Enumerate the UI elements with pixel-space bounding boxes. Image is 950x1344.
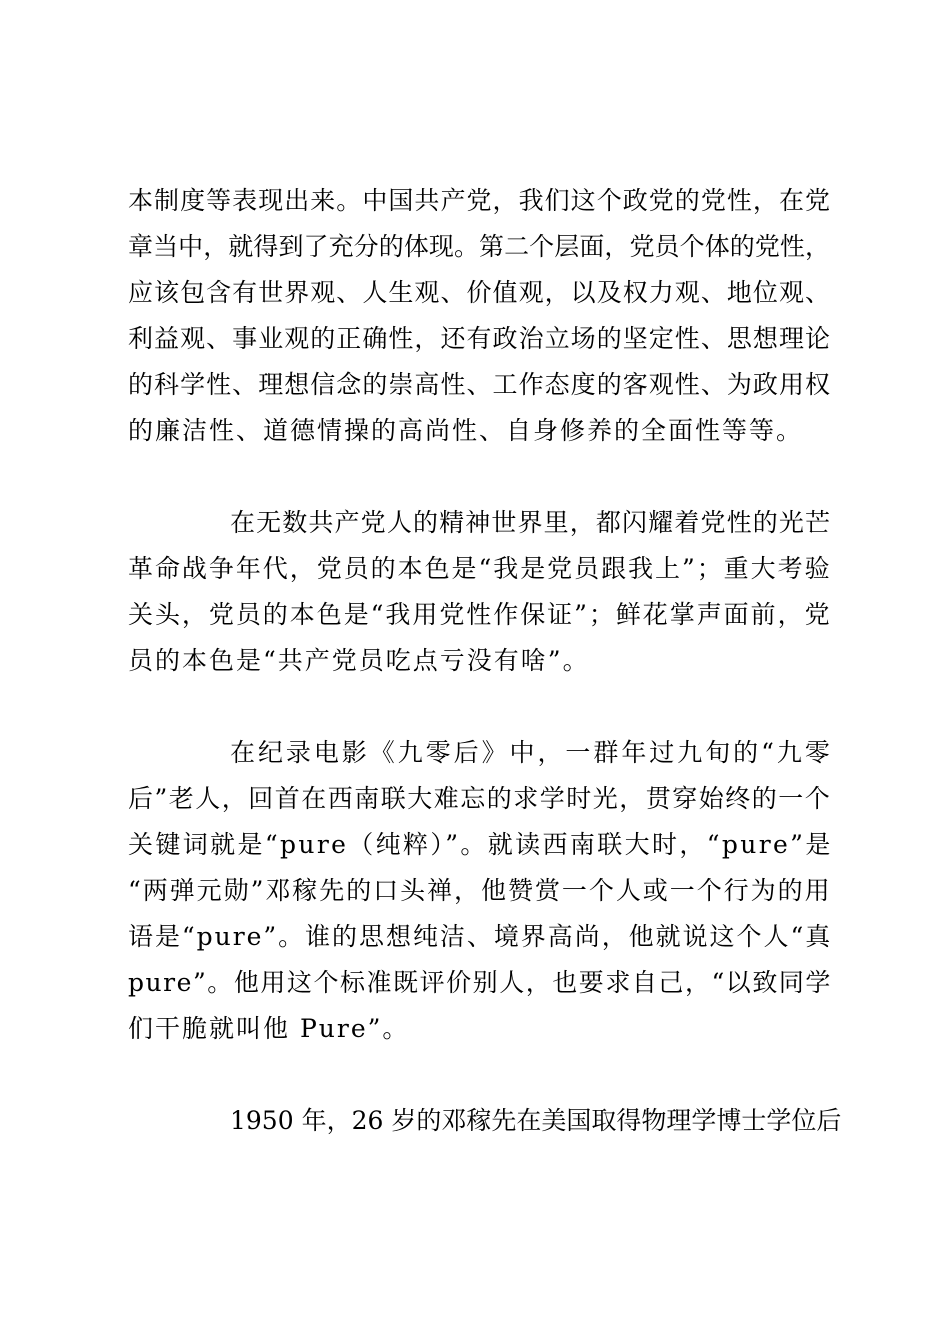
paragraph-1-line-4: 利益观、事业观的正确性，还有政治立场的坚定性、思想理论: [128, 324, 832, 353]
paragraph-3-line-1: 在纪录电影《九零后》中，一群年过九旬的“九零: [230, 738, 833, 767]
paragraph-3-line-7: 们干脆就叫他 Pure”。: [128, 1014, 410, 1043]
paragraph-1-line-2: 章当中，就得到了充分的体现。第二个层面，党员个体的党性，: [128, 232, 831, 261]
paragraph-4-line-1: 1950 年，26 岁的邓稼先在美国取得物理学博士学位后: [230, 1106, 842, 1135]
paragraph-1-line-5: 的科学性、理想信念的崇高性、工作态度的客观性、为政用权: [128, 370, 832, 399]
paragraph-3-line-3: 关键词就是“pure（纯粹）”。就读西南联大时，“pure”是: [128, 830, 833, 859]
paragraph-2-line-2: 革命战争年代，党员的本色是“我是党员跟我上”；重大考验: [128, 554, 832, 583]
paragraph-3-line-4: “两弹元勋”邓稼先的口头禅，他赞赏一个人或一个行为的用: [128, 876, 832, 905]
paragraph-3-line-5: 语是“pure”。谁的思想纯洁、境界高尚，他就说这个人“真: [128, 922, 833, 951]
paragraph-3-line-6: pure”。他用这个标准既评价别人，也要求自己，“以致同学: [128, 968, 832, 997]
paragraph-1-line-1: 本制度等表现出来。中国共产党，我们这个政党的党性，在党: [128, 186, 832, 215]
paragraph-1-line-6: 的廉洁性、道德情操的高尚性、自身修养的全面性等等。: [128, 416, 804, 445]
paragraph-2-line-1: 在无数共产党人的精神世界里，都闪耀着党性的光芒: [230, 508, 832, 537]
paragraph-3-line-2: 后”老人，回首在西南联大难忘的求学时光，贯穿始终的一个: [128, 784, 832, 813]
paragraph-1-line-3: 应该包含有世界观、人生观、价值观，以及权力观、地位观、: [128, 278, 832, 307]
paragraph-2-line-3: 关头，党员的本色是“我用党性作保证”；鲜花掌声面前，党: [128, 600, 832, 629]
paragraph-2-line-4: 员的本色是“共产党员吃点亏没有啥”。: [128, 646, 590, 675]
